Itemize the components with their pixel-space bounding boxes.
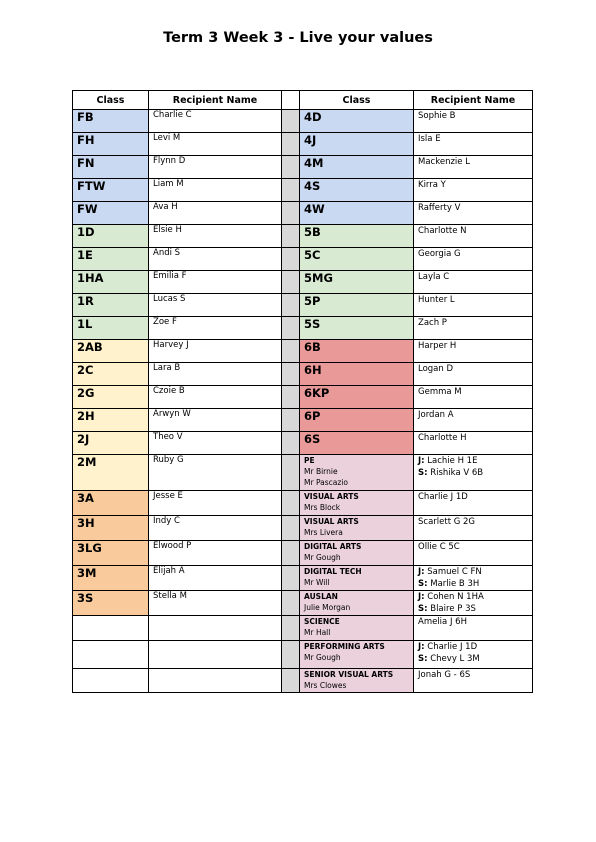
right-recipient-cell (414, 386, 533, 409)
table-row (73, 156, 533, 179)
subject-staff: Mrs Clowes (304, 681, 347, 690)
header-row (73, 91, 533, 110)
left-recipient-cell: Indy C (149, 516, 282, 541)
subject-cell (300, 455, 414, 491)
subject-title: VISUAL ARTS (304, 517, 359, 526)
subject-staff: Mr Gough (304, 653, 341, 662)
recipient-name: Charlotte H (418, 433, 467, 443)
recipient-level-label: S: (418, 604, 428, 614)
table-row (73, 491, 533, 516)
column-separator (282, 156, 300, 179)
recipient-line (418, 179, 528, 191)
left-recipient-cell: Theo V (149, 432, 282, 455)
left-class-cell (73, 641, 149, 669)
column-separator (282, 317, 300, 340)
right-class-cell: 4M (300, 156, 414, 179)
recipient-name: Samuel C FN (427, 567, 482, 577)
recipient-name: Jordan A (418, 410, 454, 420)
right-recipient-cell (414, 363, 533, 386)
recipient-line (418, 271, 528, 283)
column-separator (282, 432, 300, 455)
recipient-line (418, 455, 528, 467)
left-class-cell: FW (73, 202, 149, 225)
recipient-level-label: J: (418, 456, 425, 466)
right-class-cell: 5C (300, 248, 414, 271)
table-row (73, 455, 533, 491)
recipient-line (418, 566, 528, 578)
right-recipient-cell (414, 294, 533, 317)
right-recipient-cell (414, 340, 533, 363)
recipient-line (418, 603, 528, 615)
subject-staff: Mrs Livera (304, 528, 343, 537)
subject-staff: Julie Morgan (304, 603, 351, 612)
left-recipient-cell: Liam M (149, 179, 282, 202)
column-separator (282, 491, 300, 516)
column-separator (282, 202, 300, 225)
recipient-name: Ollie C 5C (418, 542, 460, 552)
recipient-line (418, 225, 528, 237)
column-separator (282, 248, 300, 271)
recipient-name: Marlie B 3H (430, 579, 480, 589)
recipient-level-label: S: (418, 579, 428, 589)
right-recipient-cell (414, 110, 533, 133)
recipient-name: Isla E (418, 134, 441, 144)
right-class-cell: 6H (300, 363, 414, 386)
left-class-cell (73, 616, 149, 641)
right-class-cell: 5MG (300, 271, 414, 294)
header-recipient: Recipient Name (149, 91, 282, 110)
left-class-cell: 2H (73, 409, 149, 432)
recipient-name: Rafferty V (418, 203, 461, 213)
column-separator (282, 541, 300, 566)
recipient-name: Rishika V 6B (430, 468, 484, 478)
column-separator (282, 110, 300, 133)
right-class-cell: 5P (300, 294, 414, 317)
subject-staff: Mr Pascazio (304, 478, 348, 487)
left-recipient-cell: Arwyn W (149, 409, 282, 432)
table-row (73, 248, 533, 271)
column-separator (282, 294, 300, 317)
recipient-name: Mackenzie L (418, 157, 470, 167)
subject-cell (300, 566, 414, 591)
column-separator (282, 386, 300, 409)
right-recipient-cell (414, 409, 533, 432)
recipient-name: Hunter L (418, 295, 455, 305)
left-class-cell: FB (73, 110, 149, 133)
left-class-cell: FTW (73, 179, 149, 202)
subject-cell (300, 491, 414, 516)
right-recipient-cell (414, 432, 533, 455)
recipient-line (418, 110, 528, 122)
awards-table (72, 90, 533, 693)
recipient-line (418, 616, 528, 628)
subject-title: SENIOR VISUAL ARTS (304, 670, 394, 679)
column-separator (282, 455, 300, 491)
subject-cell (300, 516, 414, 541)
right-class-cell: 5B (300, 225, 414, 248)
left-class-cell: 1L (73, 317, 149, 340)
column-separator (282, 271, 300, 294)
table-row (73, 271, 533, 294)
recipient-name: Zach P (418, 318, 447, 328)
left-class-cell: 3H (73, 516, 149, 541)
subject-title: PERFORMING ARTS (304, 642, 385, 651)
recipient-line (418, 491, 528, 503)
table-row (73, 340, 533, 363)
right-class-cell: 4S (300, 179, 414, 202)
recipient-line (418, 317, 528, 329)
right-class-cell: 4J (300, 133, 414, 156)
table-row (73, 294, 533, 317)
left-class-cell (73, 669, 149, 693)
column-separator (282, 225, 300, 248)
recipient-name: Lachie H 1E (427, 456, 478, 466)
recipient-name: Blaire P 3S (430, 604, 476, 614)
right-class-cell: 5S (300, 317, 414, 340)
left-class-cell: 1HA (73, 271, 149, 294)
left-recipient-cell: Flynn D (149, 156, 282, 179)
column-separator (282, 669, 300, 693)
right-recipient-cell (414, 566, 533, 591)
left-class-cell: 3M (73, 566, 149, 591)
table-row (73, 363, 533, 386)
subject-title: SCIENCE (304, 617, 340, 626)
left-class-cell: 1R (73, 294, 149, 317)
table-row (73, 591, 533, 616)
subject-title: VISUAL ARTS (304, 492, 359, 501)
right-recipient-cell (414, 225, 533, 248)
recipient-name: Scarlett G 2G (418, 517, 476, 527)
right-recipient-cell (414, 491, 533, 516)
right-class-cell: 6B (300, 340, 414, 363)
right-recipient-cell (414, 541, 533, 566)
column-separator (282, 516, 300, 541)
column-separator (282, 91, 300, 110)
right-class-cell: 6KP (300, 386, 414, 409)
left-class-cell: 2G (73, 386, 149, 409)
subject-cell (300, 641, 414, 669)
table-row (73, 641, 533, 669)
left-recipient-cell: Stella M (149, 591, 282, 616)
right-recipient-cell (414, 202, 533, 225)
table-row (73, 566, 533, 591)
column-separator (282, 133, 300, 156)
subject-title: DIGITAL TECH (304, 567, 362, 576)
right-class-cell: 6P (300, 409, 414, 432)
header-recipient-right: Recipient Name (414, 91, 533, 110)
left-recipient-cell (149, 641, 282, 669)
column-separator (282, 566, 300, 591)
left-recipient-cell: Elijah A (149, 566, 282, 591)
recipient-name: Harper H (418, 341, 457, 351)
table-row (73, 516, 533, 541)
recipient-name: Cohen N 1HA (427, 592, 484, 602)
subject-cell (300, 591, 414, 616)
column-separator (282, 340, 300, 363)
recipient-line (418, 516, 528, 528)
table-row (73, 669, 533, 693)
table-row (73, 202, 533, 225)
recipient-name: Logan D (418, 364, 454, 374)
recipient-line (418, 591, 528, 603)
recipient-line (418, 294, 528, 306)
right-recipient-cell (414, 179, 533, 202)
subject-title: DIGITAL ARTS (304, 542, 362, 551)
subject-title: PE (304, 456, 315, 465)
left-class-cell: 2J (73, 432, 149, 455)
left-recipient-cell: Andi S (149, 248, 282, 271)
recipient-line (418, 653, 528, 665)
table-row (73, 616, 533, 641)
recipient-name: Gemma M (418, 387, 462, 397)
recipient-line (418, 363, 528, 375)
table-row (73, 225, 533, 248)
recipient-line (418, 467, 528, 479)
table-row (73, 432, 533, 455)
left-recipient-cell: Ruby G (149, 455, 282, 491)
right-recipient-cell (414, 317, 533, 340)
recipient-level-label: J: (418, 567, 425, 577)
recipient-level-label: J: (418, 642, 425, 652)
left-class-cell: 1D (73, 225, 149, 248)
left-recipient-cell: Ava H (149, 202, 282, 225)
subject-title: AUSLAN (304, 592, 338, 601)
right-recipient-cell (414, 669, 533, 693)
right-class-cell: 4W (300, 202, 414, 225)
left-class-cell: 1E (73, 248, 149, 271)
recipient-line (418, 156, 528, 168)
left-recipient-cell: Elsie H (149, 225, 282, 248)
left-recipient-cell: Lara B (149, 363, 282, 386)
recipient-line (418, 578, 528, 590)
recipient-level-label: J: (418, 592, 425, 602)
right-recipient-cell (414, 455, 533, 491)
recipient-name: Charlie J 1D (418, 492, 468, 502)
left-recipient-cell: Harvey J (149, 340, 282, 363)
left-recipient-cell: Zoe F (149, 317, 282, 340)
left-class-cell: 3A (73, 491, 149, 516)
subject-staff: Mrs Block (304, 503, 341, 512)
right-recipient-cell (414, 641, 533, 669)
table-row (73, 317, 533, 340)
right-recipient-cell (414, 271, 533, 294)
table-row (73, 179, 533, 202)
right-recipient-cell (414, 616, 533, 641)
left-recipient-cell: Levi M (149, 133, 282, 156)
subject-staff: Mr Hall (304, 628, 331, 637)
recipient-name: Layla C (418, 272, 450, 282)
recipient-level-label: S: (418, 468, 428, 478)
right-recipient-cell (414, 248, 533, 271)
recipient-level-label: S: (418, 654, 428, 664)
column-separator (282, 591, 300, 616)
right-recipient-cell (414, 591, 533, 616)
recipient-line (418, 202, 528, 214)
recipient-name: Amelia J 6H (418, 617, 467, 627)
right-class-cell: 4D (300, 110, 414, 133)
left-recipient-cell: Charlie C (149, 110, 282, 133)
left-recipient-cell: Jesse E (149, 491, 282, 516)
recipient-name: Sophie B (418, 111, 456, 121)
left-recipient-cell: Elwood P (149, 541, 282, 566)
column-separator (282, 409, 300, 432)
recipient-name: Charlotte N (418, 226, 467, 236)
page-title: Term 3 Week 3 - Live your values (163, 30, 433, 46)
right-recipient-cell (414, 516, 533, 541)
table-row (73, 541, 533, 566)
recipient-name: Kirra Y (418, 180, 446, 190)
recipient-line (418, 386, 528, 398)
left-recipient-cell: Czoie B (149, 386, 282, 409)
column-separator (282, 641, 300, 669)
recipient-line (418, 669, 528, 681)
recipient-line (418, 248, 528, 260)
recipient-name: Georgia G (418, 249, 461, 259)
left-class-cell: 3LG (73, 541, 149, 566)
right-recipient-cell (414, 133, 533, 156)
subject-staff: Mr Will (304, 578, 330, 587)
recipient-name: Chevy L 3M (430, 654, 480, 664)
column-separator (282, 179, 300, 202)
table-row (73, 409, 533, 432)
left-class-cell: 2AB (73, 340, 149, 363)
left-class-cell: FH (73, 133, 149, 156)
table-body (73, 110, 533, 693)
left-class-cell: 2M (73, 455, 149, 491)
header-class-right: Class (300, 91, 414, 110)
table-row (73, 386, 533, 409)
left-class-cell: 3S (73, 591, 149, 616)
table-row (73, 110, 533, 133)
right-recipient-cell (414, 156, 533, 179)
recipient-line (418, 340, 528, 352)
recipient-line (418, 432, 528, 444)
recipient-line (418, 133, 528, 145)
recipient-name: Charlie J 1D (427, 642, 478, 652)
recipient-line (418, 409, 528, 421)
left-class-cell: FN (73, 156, 149, 179)
right-class-cell: 6S (300, 432, 414, 455)
left-recipient-cell (149, 669, 282, 693)
header-class: Class (73, 91, 149, 110)
subject-cell (300, 616, 414, 641)
subject-staff: Mr Birnie (304, 467, 338, 476)
left-recipient-cell: Emilia F (149, 271, 282, 294)
subject-cell (300, 669, 414, 693)
recipient-name: Jonah G - 6S (418, 670, 471, 680)
subject-cell (300, 541, 414, 566)
subject-staff: Mr Gough (304, 553, 341, 562)
recipient-line (418, 541, 528, 553)
recipient-line (418, 641, 528, 653)
left-recipient-cell (149, 616, 282, 641)
column-separator (282, 616, 300, 641)
left-recipient-cell: Lucas S (149, 294, 282, 317)
left-class-cell: 2C (73, 363, 149, 386)
column-separator (282, 363, 300, 386)
table-row (73, 133, 533, 156)
